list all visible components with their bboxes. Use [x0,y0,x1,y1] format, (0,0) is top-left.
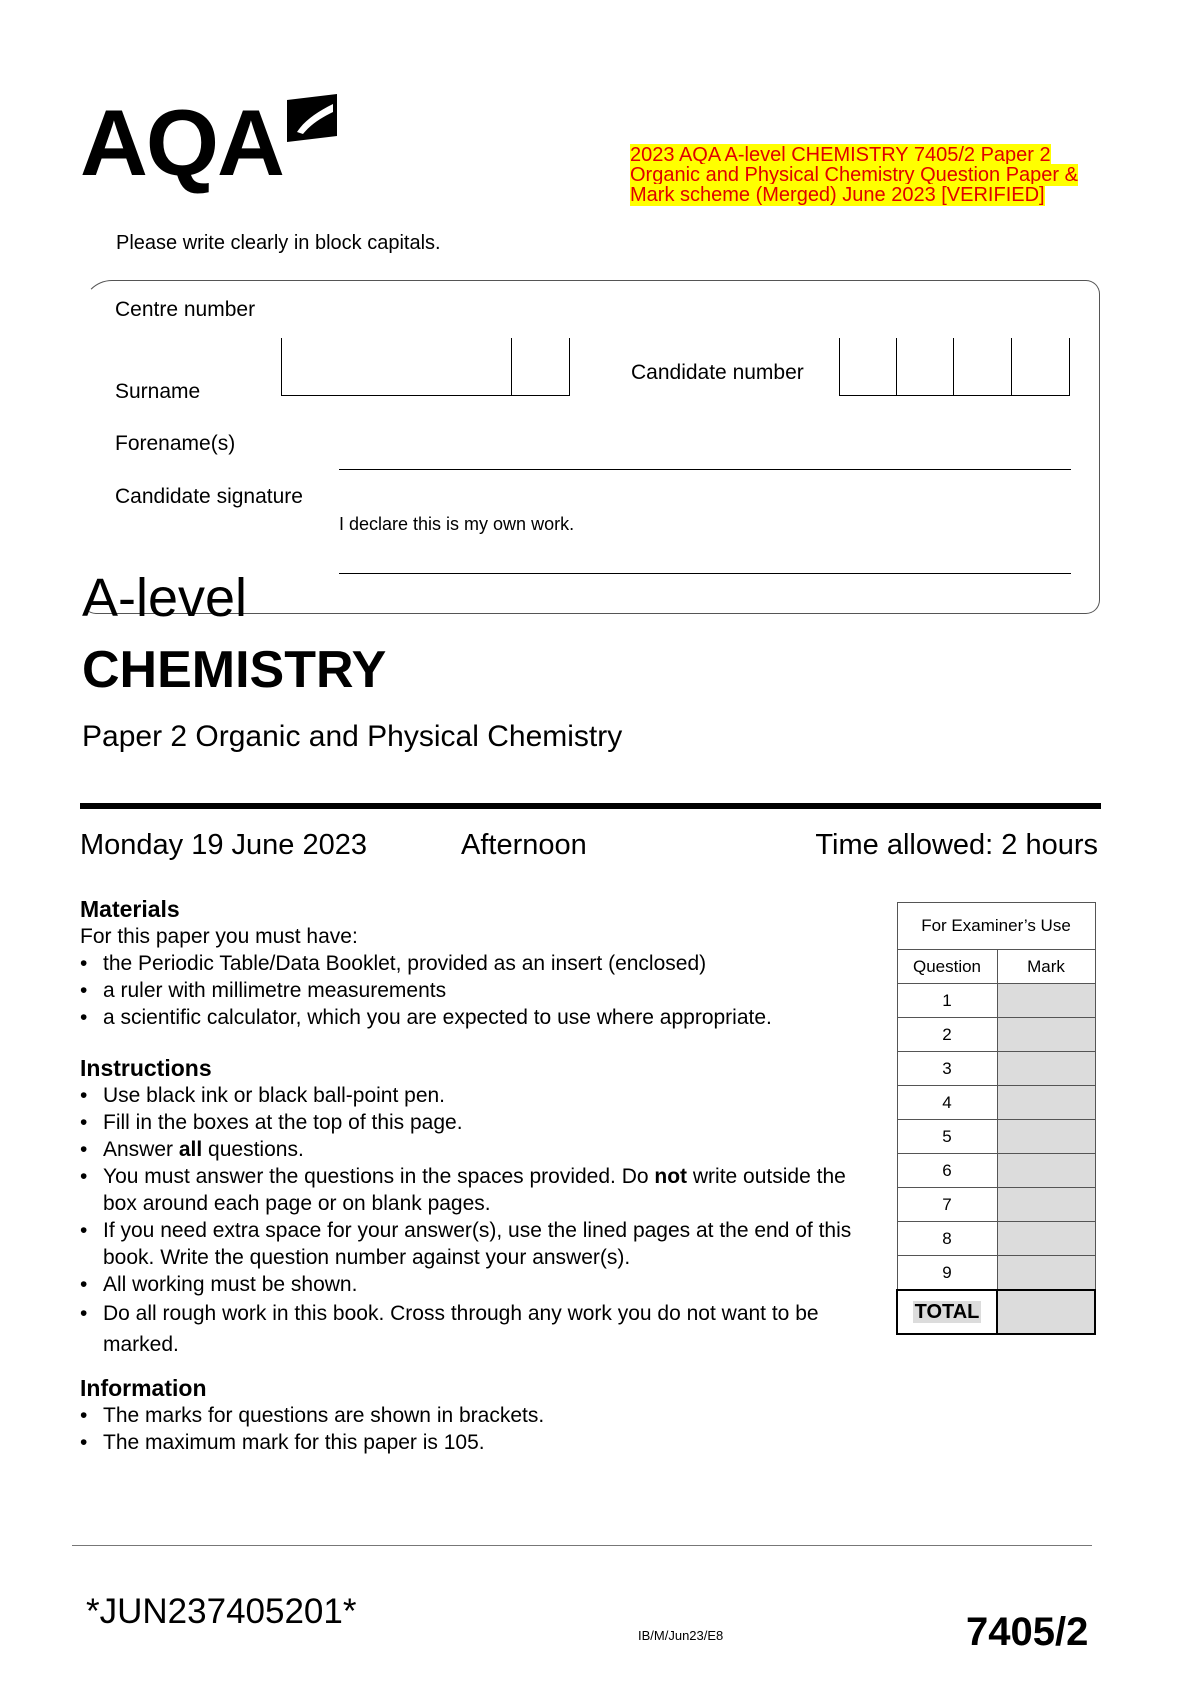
paper-title: Paper 2 Organic and Physical Chemistry [82,720,623,753]
materials-intro: For this paper you must have: [80,925,358,948]
paper-code: 7405/2 [966,1610,1089,1654]
aqa-logo: AQA [80,90,283,195]
aqa-logo-mark-icon [283,92,341,150]
surname-label: Surname [115,380,201,403]
instructions-item: • You must answer the questions in the spaces provided. Do not write outside the box around each page or on blank pages. [80,1163,870,1217]
materials-heading: Materials [80,896,180,922]
forename-label: Forename(s) [115,432,236,455]
question-number: 4 [897,1086,997,1120]
mark-cell[interactable] [997,984,1095,1018]
instructions-section [80,1055,870,1360]
question-number: 9 [897,1256,997,1291]
exam-date: Monday 19 June 2023 [80,829,367,861]
question-column-header: Question [897,950,997,984]
information-section [80,1375,870,1456]
question-number: 1 [897,984,997,1018]
centre-number-boxes[interactable] [281,338,570,396]
qualification-level: A-level [82,568,248,628]
candidate-number-boxes[interactable] [839,338,1070,396]
instructions-item: • Use black ink or black ball-point pen. [80,1082,870,1109]
mark-cell[interactable] [997,1222,1095,1256]
mark-cell[interactable] [997,1120,1095,1154]
materials-item: • a scientific calculator, which you are expected to use where appropriate. [80,1004,880,1031]
question-number: 8 [897,1222,997,1256]
document-banner: 2023 AQA A-level CHEMISTRY 7405/2 Paper 2 Organic and Physical Chemistry Question Paper & Mark scheme (Merged) June 2023 [VERIFIED] [630,144,1078,206]
mark-column-header: Mark [997,950,1095,984]
question-number: 7 [897,1188,997,1222]
mark-cell[interactable] [997,1086,1095,1120]
instructions-item: • If you need extra space for your answer(s), use the lined pages at the end of this book. Write the question number against your answer(s). [80,1217,870,1271]
paper-reference: IB/M/Jun23/E8 [638,1628,724,1643]
question-number: 5 [897,1120,997,1154]
footer-divider [72,1545,1092,1546]
instructions-item: • Answer all questions. [80,1136,870,1163]
information-item: • The marks for questions are shown in brackets. [80,1402,870,1429]
mark-cell[interactable] [997,1018,1095,1052]
title-divider [80,803,1101,809]
time-allowed: Time allowed: 2 hours [815,829,1098,861]
forename-field[interactable] [339,469,1071,470]
materials-section [80,896,880,1031]
barcode-text: *JUN237405201* [86,1592,357,1631]
instructions-item: • Fill in the boxes at the top of this page. [80,1109,870,1136]
total-label: TOTAL [897,1290,997,1334]
information-heading: Information [80,1375,207,1401]
instructions-item: • Do all rough work in this book. Cross through any work you do not want to be marked. [80,1298,870,1360]
question-number: 3 [897,1052,997,1086]
mark-cell[interactable] [997,1154,1095,1188]
examiner-caption: For Examiner’s Use [897,903,1095,950]
instructions-item: • All working must be shown. [80,1271,870,1298]
examiner-use-table [896,902,1096,1335]
total-mark-cell[interactable] [997,1290,1095,1334]
question-number: 6 [897,1154,997,1188]
candidate-number-label: Candidate number [631,361,804,384]
mark-cell[interactable] [997,1052,1095,1086]
signature-field[interactable] [339,573,1071,574]
instructions-heading: Instructions [80,1055,212,1081]
declaration-text: I declare this is my own work. [339,514,575,534]
question-number: 2 [897,1018,997,1052]
materials-item: • a ruler with millimetre measurements [80,977,880,1004]
exam-session: Afternoon [461,829,587,861]
subject-title: CHEMISTRY [82,641,387,699]
mark-cell[interactable] [997,1188,1095,1222]
signature-label: Candidate signature [115,485,303,508]
materials-item: • the Periodic Table/Data Booklet, provided as an insert (enclosed) [80,950,880,977]
mark-cell[interactable] [997,1256,1095,1291]
block-capitals-note: Please write clearly in block capitals. [116,232,441,254]
centre-number-label: Centre number [115,298,256,321]
information-item: • The maximum mark for this paper is 105. [80,1429,870,1456]
